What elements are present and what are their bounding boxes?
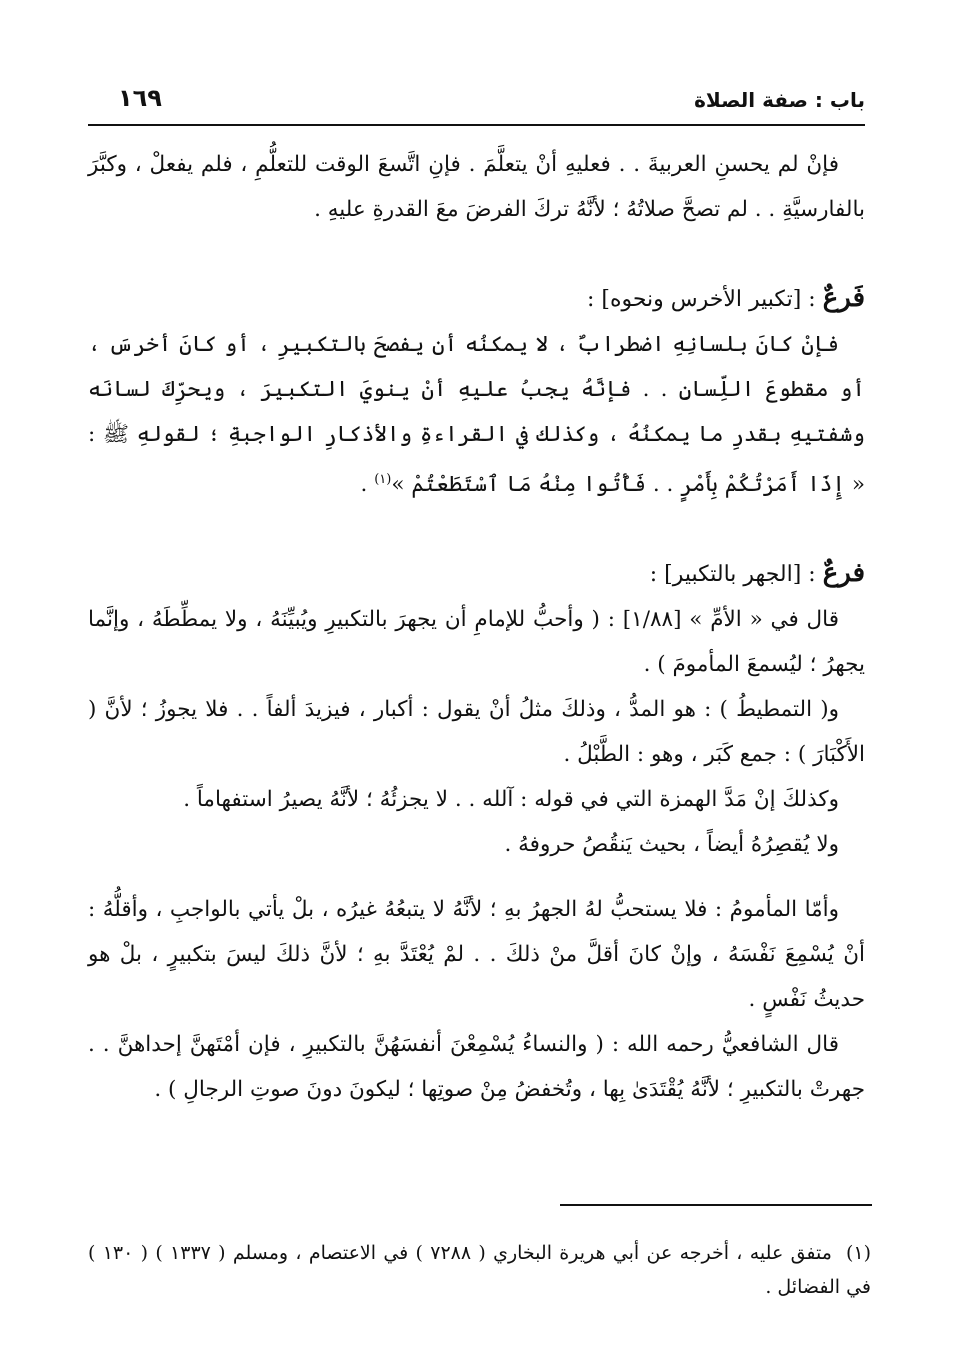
- chapter-title: باب : صفة الصلاة: [694, 88, 865, 112]
- paragraph-5: وكذلكَ إنْ مَدَّ الهمزة التي في قوله : آلله . . لا يجزئُهُ ؛ لأنَّهُ يصيرُ استفهاماً .: [183, 787, 839, 813]
- section-heading-2: [88, 551, 865, 597]
- heading-text: : [الجهر بالتكبير] :: [649, 562, 823, 588]
- paragraph-6: ولا يُقصِرُهُ أيضاً ، بحيث يَنقُصُ حروفهُ .: [504, 832, 839, 858]
- paragraph-4: و( التمطيطُ ) : هو المدُّ ، وذلكَ مثلُ أنْ يقول : أكبار ، فيزيدَ ألفاً . . فلا يجوزُ ؛ لأنَّ ( الأَكْبَارَ ) : جمع كَبَر ، وهو : الطَّبْلُ .: [88, 697, 865, 768]
- paragraph-3: قال في « الأمِّ » [١/٨٨] : ( وأحبُّ للإمامِ أن يجهرَ بالتكبيرِ ويُبيِّنَهُ ، ولا يمطِّطَهُ ، وإنَّما يجهرُ ؛ ليُسمعَ المأمومَ ) .: [88, 607, 865, 678]
- paragraph-2: [88, 322, 865, 507]
- heading-label: فَرعٌ: [822, 283, 865, 313]
- page-header: [88, 82, 865, 118]
- heading-label: فرعٌ: [822, 558, 865, 589]
- header-rule: [88, 124, 865, 126]
- paragraph-1: فإنْ لم يحسنِ العربيةَ . . فعليهِ أنْ يتعلَّمَ . فإنِ اتَّسعَ الوقت للتعلُّمِ ، فلم يفعلْ ، وكبَّرَ بالفارسيَّةِ . . لم تصحَّ صلاتُهُ ؛ لأنَّهُ تركَ الفرضَ معَ القدرةِ عليهِ .: [88, 152, 865, 222]
- section-heading-1: [88, 276, 865, 322]
- footnote: [88, 1236, 871, 1304]
- footnote-rule: [560, 1204, 872, 1206]
- page-number: ١٦٩: [118, 84, 162, 112]
- paragraph-8: قال الشافعيُّ رحمه الله : ( والنساءُ يُسْمِعْنَ أنفسَهُنَّ بالتكبيرِ ، فإن أمْتَهنَّ إحداهنَّ . . جهرتْ بالتكبيرِ ؛ لأنَّهُ يُقْتَدَىٰ بِها ، وتُخفضُ مِنْ صوتِها ؛ ليكونَ دونَ صوتِ الرجالِ ) .: [88, 1032, 865, 1103]
- footnote-number: (١): [845, 1242, 872, 1264]
- paragraph-2-text: فإنْ كانَ بلسانِهِ اضطرابٌ ، لا يمكنُه أن يفصحَ بالتكبيرِ ، أو كانَ أخرسَ ، أو مقطوعَ اللِّسانِ . . فإنَّهُ يجبُ عليهِ أنْ ينويَ التكبيرَ ، ويحرِّكَ لسانَه وشفتيهِ بقدرِ ما يمكنُهُ ، وكذلك في القراءةِ والأذكارِ الواجبةِ ؛ لقولهِ ﷺ : « إِذَا أَمَرْتُكُمْ بِأَمْرٍ . . فَأْتُوا مِنْهُ مَا ٱسْتَطَعْتُمْ »: [88, 332, 865, 498]
- footnote-text: متفق عليه ، أخرجه عن أبي هريرة البخاري ( ٧٢٨٨ ) في الاعتصام ، ومسلم ( ١٣٣٧ ) ( ١٣٠ ) في الفضائل .: [88, 1242, 871, 1298]
- paragraph-2-end: .: [360, 472, 375, 498]
- main-text: [88, 142, 865, 1112]
- paragraph-7: وأمّا المأمومُ : فلا يستحبُّ لهُ الجهرُ بهِ ؛ لأنَّهُ لا يتبعُهُ غيرُه ، بلْ يأتي بالواجبِ ، وأقلُّهُ : أنْ يُسْمِعَ نَفْسَهُ ، وإنْ كانَ أقلَّ منْ ذلكَ . . لمْ يُعْتَدَّ بهِ ؛ لأنَّ ذلكَ ليسَ بتكبيرٍ ، بلْ هو حديثُ نَفْسٍ .: [88, 897, 865, 1013]
- heading-text: : [تكبير الأخرس ونحوه] :: [586, 287, 823, 312]
- footnote-reference[interactable]: (١): [374, 472, 392, 487]
